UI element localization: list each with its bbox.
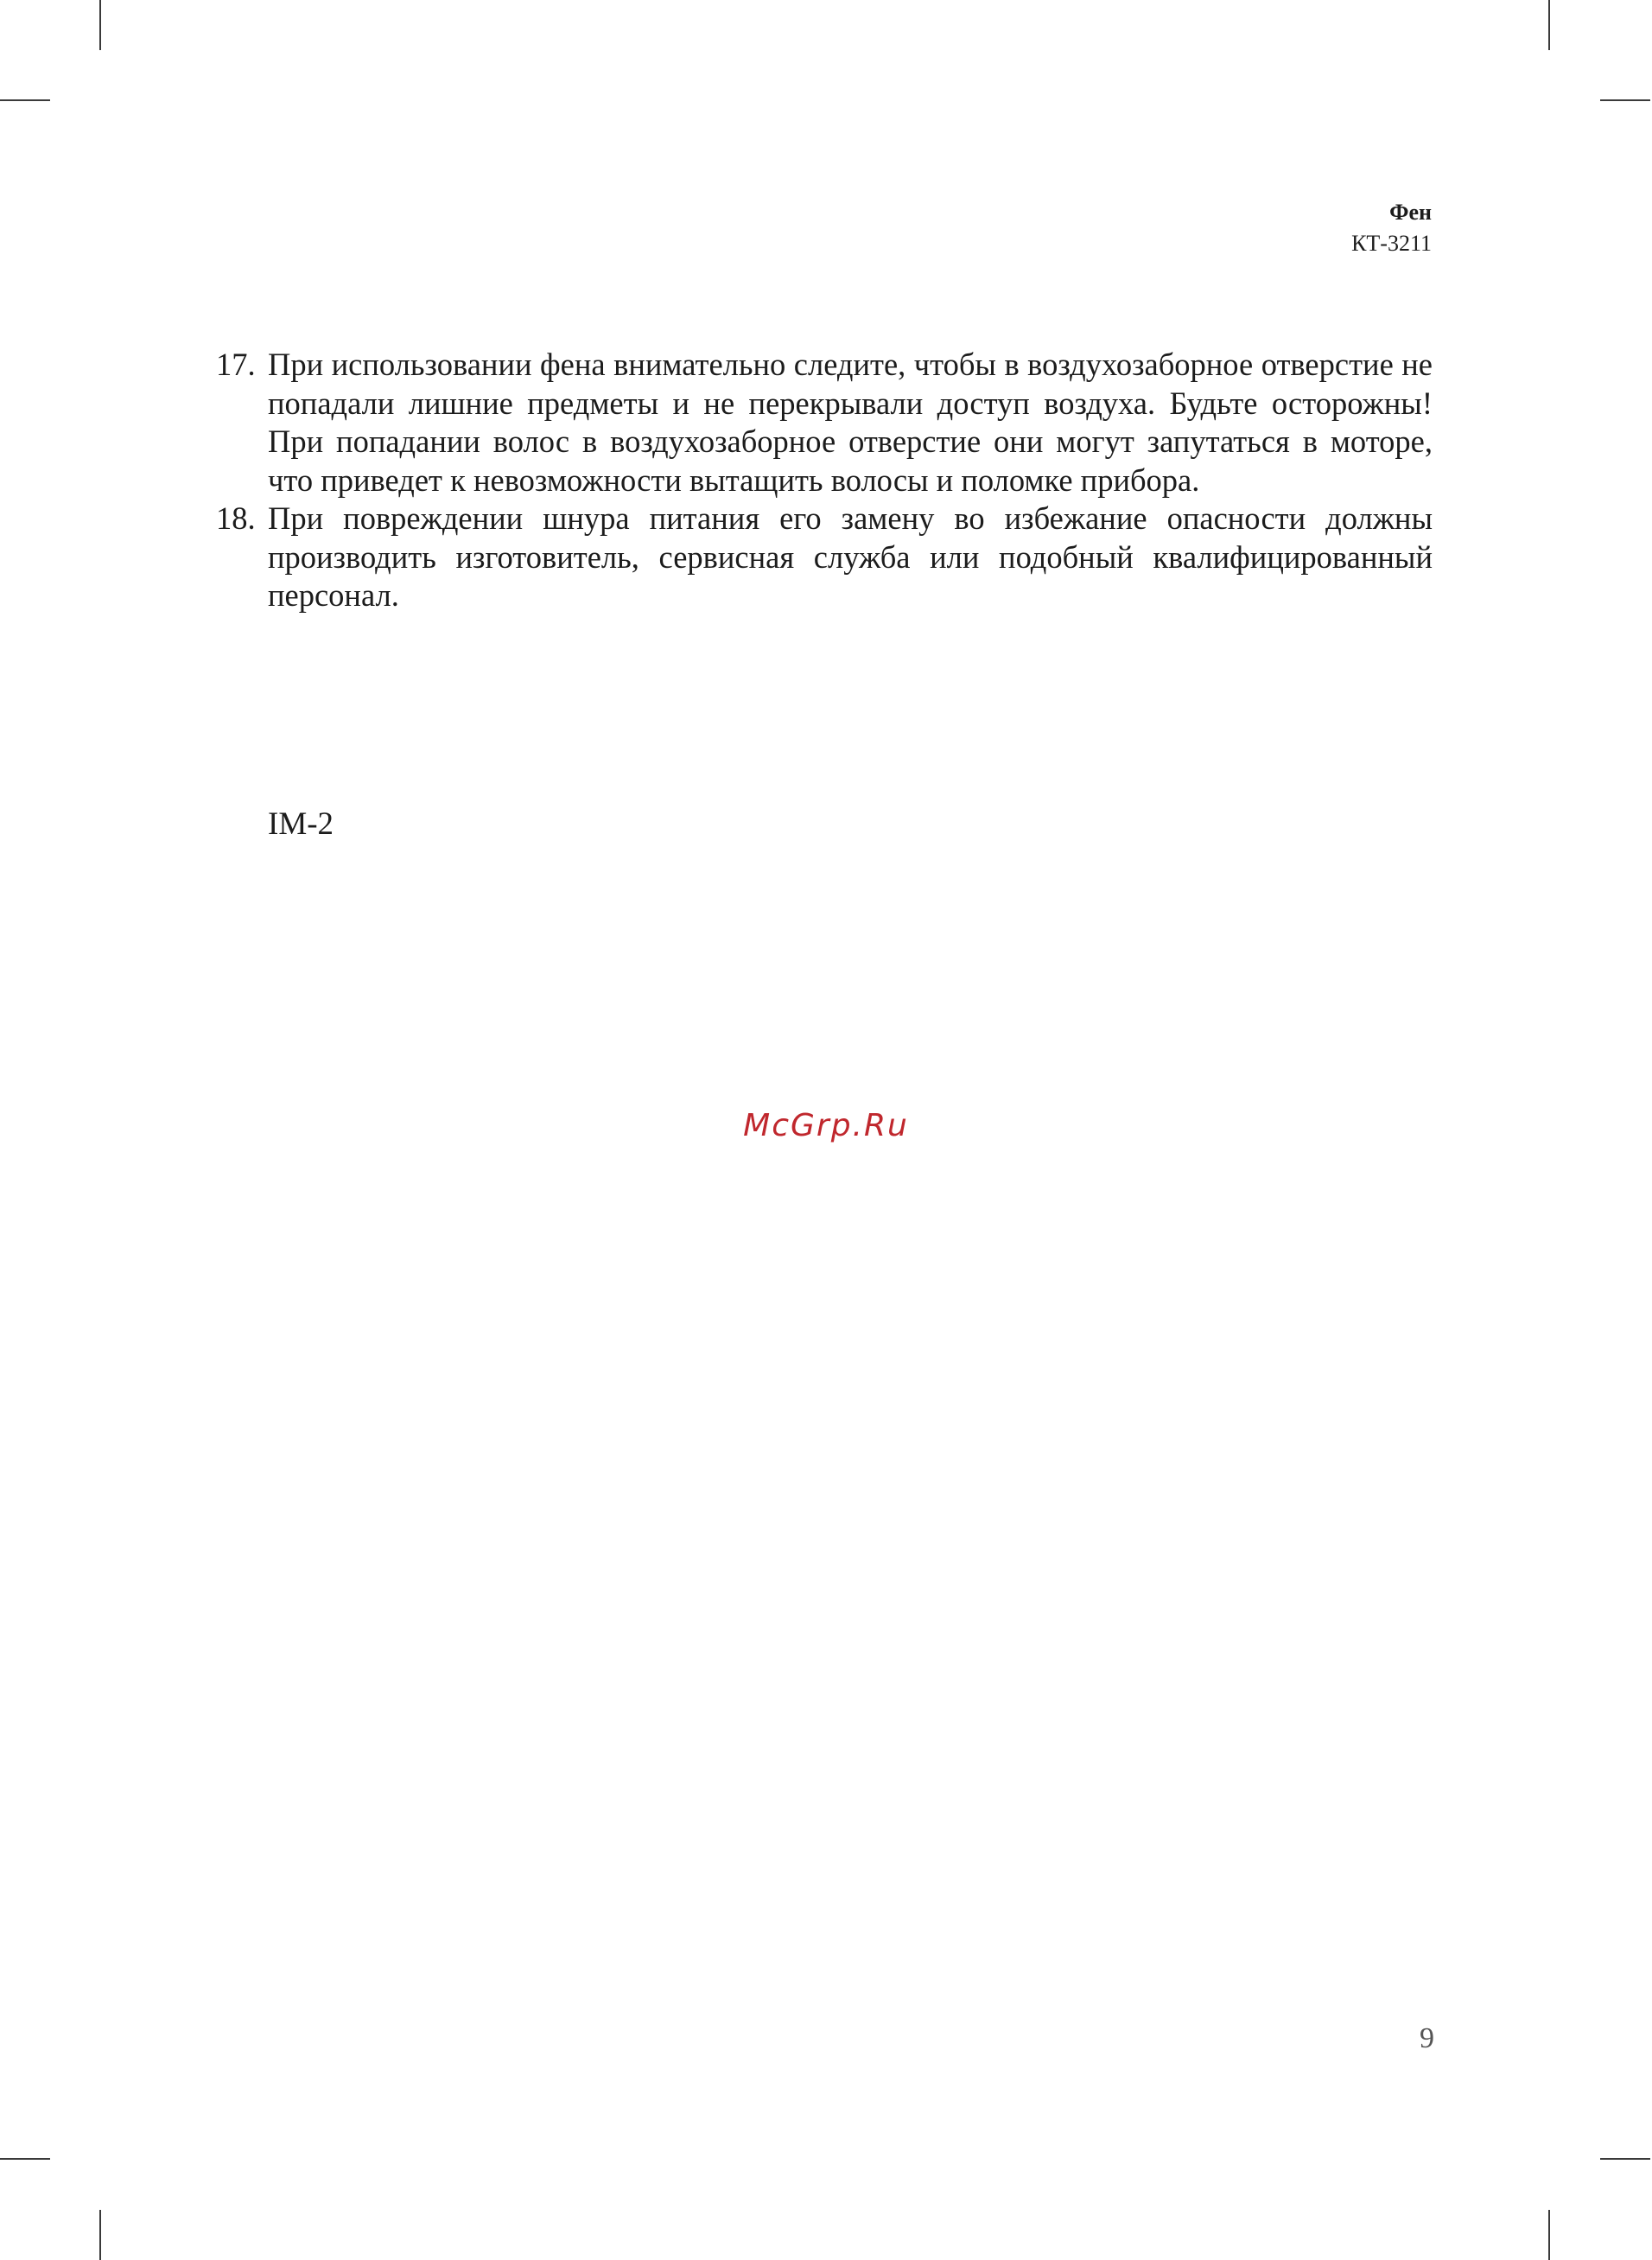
crop-mark <box>99 0 101 50</box>
item-number: 18. <box>216 500 256 536</box>
list-item <box>216 346 1433 500</box>
list-item <box>216 500 1433 615</box>
product-model: КТ-3211 <box>1351 231 1432 256</box>
page-number: 9 <box>1420 2022 1434 2054</box>
item-text: При использовании фена внимательно следите, чтобы в воздухозаборное отверстие не попадали лишние предметы и не перекрывали доступ воздуха. Будьте осторожны! При попадании волос в воздухозаборное отверстие они могут запутаться в моторе, что приведет к невозможности вытащить волосы и поломке прибора. <box>268 347 1433 498</box>
item-text: При повреждении шнура питания его замену во избежание опасности должны производить изготовитель, сервисная служба или подобный квалифицированный персонал. <box>268 500 1433 613</box>
watermark: McGrp.Ru <box>743 1108 909 1143</box>
crop-mark <box>1600 2158 1650 2160</box>
crop-mark <box>1548 0 1550 50</box>
crop-mark <box>1600 99 1650 101</box>
item-number: 17. <box>216 347 256 382</box>
product-title: Фен <box>1389 200 1432 225</box>
crop-mark <box>99 2210 101 2260</box>
page-header <box>1351 197 1432 259</box>
crop-mark <box>0 2158 50 2160</box>
document-code: IM-2 <box>268 806 334 842</box>
crop-mark <box>1548 2210 1550 2260</box>
crop-mark <box>0 99 50 101</box>
instructions-list <box>216 346 1433 615</box>
